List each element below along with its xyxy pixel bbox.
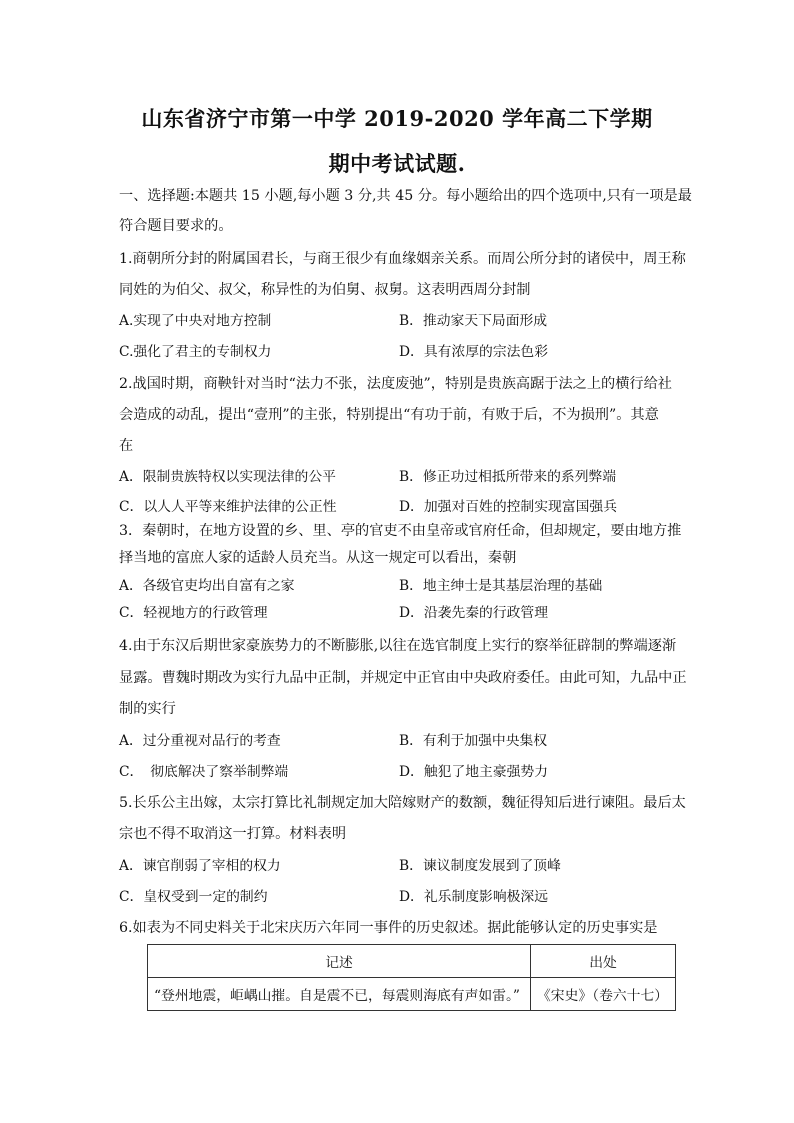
question-2-option-b: B．修正功过相抵所带来的系列弊端 (399, 469, 617, 485)
question-3-line-1: 3．秦朝时，在地方设置的乡、里、亭的官吏不由皇帝或官府任命，但却规定，要由地方推 (119, 523, 682, 539)
question-3-option-c: C．轻视地方的行政管理 (119, 605, 268, 621)
question-2-option-d: D．加强对百姓的控制实现富国强兵 (399, 499, 618, 515)
question-5-option-d: D．礼乐制度影响极深远 (399, 889, 549, 905)
question-5-line-2: 宗也不得不取消这一打算。材料表明 (119, 826, 347, 842)
source-table (147, 944, 676, 1011)
question-6-line-1: 6.如表为不同史料关于北宋庆历六年同一事件的历史叙述。据此能够认定的历史事实是 (119, 920, 658, 936)
question-2-option-a: A．限制贵族特权以实现法律的公平 (119, 469, 336, 485)
question-1-line-1: 1.商朝所分封的附属国君长，与商王很少有血缘姻亲关系。而周公所分封的诸侯中，周王称 (119, 251, 686, 267)
question-5-option-a: A．谏官削弱了宰相的权力 (119, 858, 281, 874)
table-row (148, 978, 676, 1011)
section-instruction-line-2: 符合题目要求的。 (119, 218, 233, 234)
question-4-line-2: 显露。曹魏时期改为实行九品中正制，并规定中正官由中央政府委任。由此可知，九品中正 (119, 670, 687, 686)
question-5-option-c: C．皇权受到一定的制约 (119, 889, 268, 905)
table-header-source: 出处 (531, 945, 676, 978)
question-2-line-1: 2.战国时期，商鞅针对当时“法力不张，法度废弛”，特别是贵族高踞于法之上的横行给社 (119, 376, 672, 392)
question-4-option-d: D．触犯了地主豪强势力 (399, 764, 549, 780)
title-line-1: 山东省济宁市第一中学 2019-2020 学年高二下学期 (141, 106, 653, 131)
question-1-option-c: C.强化了君主的专制权力 (119, 344, 272, 360)
question-4-line-1: 4.由于东汉后期世家豪族势力的不断膨胀,以往在选官制度上实行的察举征辟制的弊端逐渐 (119, 638, 677, 654)
question-5-line-1: 5.长乐公主出嫁，太宗打算比礼制规定加大陪嫁财产的数额，魏征得知后进行谏阻。最后太 (119, 795, 686, 811)
question-3-option-b: B．地主绅士是其基层治理的基础 (399, 578, 603, 594)
question-3-option-d: D．沿袭先秦的行政管理 (399, 605, 549, 621)
question-2-line-2: 会造成的动乱，提出“壹刑”的主张，特别提出“有功于前，有败于后，不为损刑”。其意 (119, 407, 659, 423)
table-cell-record: “登州地震，岠嵎山摧。自是震不已，每震则海底有声如雷。” (148, 978, 531, 1011)
question-4-option-c: C． 彻底解决了察举制弊端 (119, 764, 289, 780)
title-line-2: 期中考试试题. (328, 151, 466, 176)
section-instruction-line-1: 一、选择题:本题共 15 小题,每小题 3 分,共 45 分。每小题给出的四个选项中,只有一项是最 (119, 188, 692, 204)
table-header-record: 记述 (148, 945, 531, 978)
question-2-line-3: 在 (119, 438, 134, 454)
table-header-row (148, 945, 676, 978)
question-4-option-b: B．有利于加强中央集权 (399, 733, 548, 749)
question-3-line-2: 择当地的富庶人家的适龄人员充当。从这一规定可以看出，秦朝 (119, 550, 517, 566)
question-1-line-2: 同姓的为伯父、叔父，称异性的为伯舅、叔舅。这表明西周分封制 (119, 282, 531, 298)
question-2-option-c: C．以人人平等来维护法律的公正性 (119, 499, 337, 515)
question-1-option-d: D．具有浓厚的宗法色彩 (399, 344, 549, 360)
question-4-line-3: 制的实行 (119, 701, 176, 717)
question-5-option-b: B．谏议制度发展到了顶峰 (399, 858, 561, 874)
question-1-option-b: B．推动家天下局面形成 (399, 313, 548, 329)
question-4-option-a: A．过分重视对品行的考查 (119, 733, 281, 749)
question-3-option-a: A．各级官吏均出自富有之家 (119, 578, 295, 594)
table-cell-source: 《宋史》（卷六十七） (531, 978, 676, 1011)
question-1-option-a: A.实现了中央对地方控制 (119, 313, 272, 329)
